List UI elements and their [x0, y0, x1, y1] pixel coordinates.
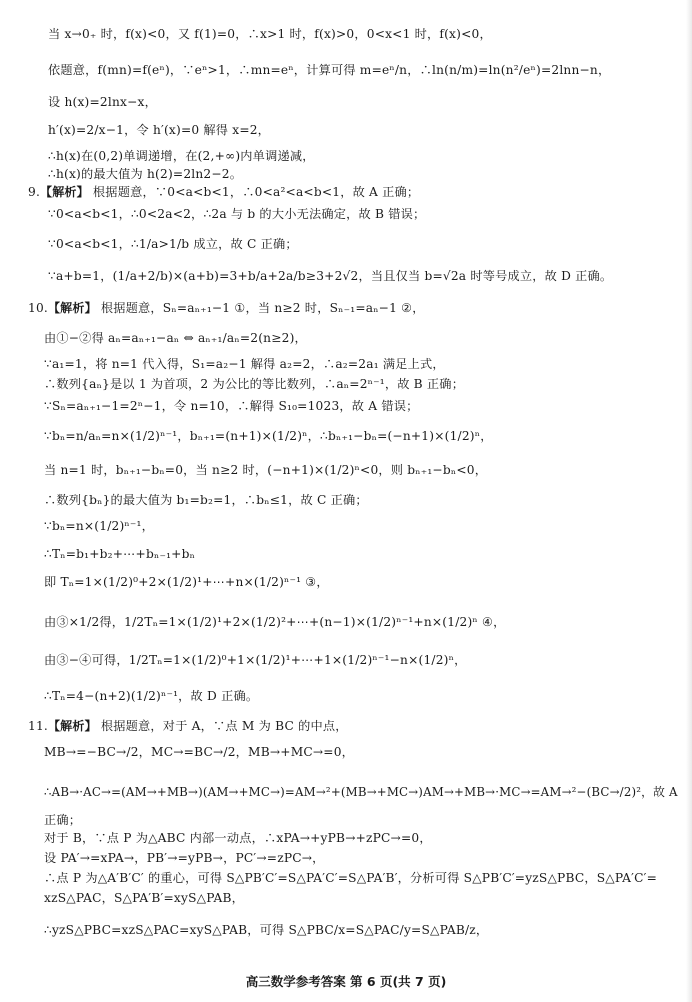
- line-text: ∵a+b=1，(1/a+2/b)×(a+b)=3+b/a+2a/b≥3+2√2，当且仅当 b=√2a 时等号成立，故 D 正确。: [48, 269, 613, 283]
- line-text: 设 PA′→=xPA→，PB′→=yPB→，PC′→=zPC→，: [44, 851, 325, 865]
- line-text: 根据题意，Sₙ=aₙ₊₁−1 ①，当 n≥2 时，Sₙ₋₁=aₙ−1 ②，: [96, 301, 425, 315]
- line-text: ∴点 P 为△A′B′C′ 的重心，可得 S△PB′C′=S△PA′C′=S△PA′B′，分析可得 S△PB′C′=yzS△PBC，S△PA′C′=: [44, 871, 658, 885]
- text-line: [44, 652, 466, 668]
- text-line: [44, 518, 154, 534]
- text-line: [28, 300, 425, 316]
- line-text: 由①−②得 aₙ=aₙ₊₁−aₙ ⇔ aₙ₊₁/aₙ=2(n≥2)，: [44, 331, 307, 345]
- line-text: ∵bₙ=n/aₙ=n×(1/2)ⁿ⁻¹，bₙ₊₁=(n+1)×(1/2)ⁿ，∴bₙ₊₁−bₙ=(−n+1)×(1/2)ⁿ，: [44, 429, 493, 443]
- text-line: [44, 784, 678, 800]
- text-line: [44, 376, 464, 392]
- text-line: [44, 462, 487, 478]
- text-line: [44, 922, 488, 938]
- text-line: [48, 148, 315, 164]
- text-line: [28, 184, 419, 200]
- text-line: [44, 398, 419, 414]
- text-line: [48, 122, 270, 138]
- text-line: [48, 236, 298, 252]
- line-text: ∴yzS△PBC=xzS△PAC=xyS△PAB，可得 S△PBC/x=S△PAC/y=S△PAB/z，: [44, 923, 489, 937]
- text-line: [48, 268, 612, 284]
- text-line: [44, 546, 195, 562]
- text-line: [48, 26, 492, 42]
- line-text: h′(x)=2/x−1，令 h′(x)=0 解得 x=2，: [48, 123, 271, 137]
- line-text: 根据题意，∵0<a<b<1，∴0<a²<a<b<1，故 A 正确；: [88, 185, 420, 199]
- line-text: ∴AB→·AC→=(AM→+MB→)(AM→+MC→)=AM→²+(MB→+MC→)AM→+MB→·MC→=AM→²−(BC→/2)²，故 A: [44, 785, 678, 799]
- text-line: [44, 330, 307, 346]
- text-line: [44, 614, 506, 630]
- text-line: [44, 830, 432, 846]
- text-line: [44, 812, 81, 828]
- text-line: [44, 890, 244, 906]
- line-text: 即 Tₙ=1×(1/2)⁰+2×(1/2)¹+⋯+n×(1/2)ⁿ⁻¹ ③，: [44, 575, 329, 589]
- line-text: ∵Sₙ=aₙ₊₁−1=2ⁿ−1，令 n=10，∴解得 S₁₀=1023，故 A 错误；: [44, 399, 419, 413]
- text-line: [44, 574, 329, 590]
- line-text: 当 n=1 时，bₙ₊₁−bₙ=0，当 n≥2 时，(−n+1)×(1/2)ⁿ<0，则 bₙ₊₁−bₙ<0，: [44, 463, 488, 477]
- line-text: ∵0<a<b<1，∴1/a>1/b 成立，故 C 正确；: [48, 237, 298, 251]
- page-edge-shadow: [686, 0, 692, 1002]
- line-text: 对于 B，∵点 P 为△ABC 内部一动点，∴xPA→+yPB→+zPC→=0，: [44, 831, 432, 845]
- text-line: [44, 428, 493, 444]
- line-text: 根据题意，对于 A，∵点 M 为 BC 的中点，: [96, 719, 348, 733]
- line-text: 由③−④可得，1/2Tₙ=1×(1/2)⁰+1×(1/2)¹+⋯+1×(1/2)ⁿ⁻¹−n×(1/2)ⁿ，: [44, 653, 467, 667]
- problem-number: 10.: [28, 301, 48, 315]
- line-text: xzS△PAC，S△PA′B′=xyS△PAB，: [44, 891, 245, 905]
- text-line: [28, 718, 348, 734]
- line-text: 依题意，f(mn)=f(eⁿ)，∵eⁿ>1，∴mn=eⁿ，计算可得 m=eⁿ/n，∴ln(n/m)=ln(n²/eⁿ)=2lnn−n，: [48, 63, 611, 77]
- line-text: ∴h(x)的最大值为 h(2)=2ln2−2。: [48, 167, 243, 181]
- analysis-tag: 【解析】: [47, 719, 97, 733]
- line-text: ∴Tₙ=b₁+b₂+⋯+bₙ₋₁+bₙ: [44, 547, 196, 561]
- problem-number: 9.: [28, 185, 41, 199]
- line-text: 当 x→0₊ 时，f(x)<0，又 f(1)=0，∴x>1 时，f(x)>0，0<x<1 时，f(x)<0，: [48, 27, 492, 41]
- text-line: [48, 94, 157, 110]
- line-text: ∵0<a<b<1，∴0<2a<2，∴2a 与 b 的大小无法确定，故 B 错误；: [48, 207, 426, 221]
- text-line: [44, 492, 368, 508]
- line-text: ∵a₁=1，将 n=1 代入得，S₁=a₂−1 解得 a₂=2，∴a₂=2a₁ 满足上式，: [44, 357, 445, 371]
- page-footer: 高三数学参考答案 第 6 页(共 7 页): [245, 974, 447, 989]
- problem-number: 11.: [28, 719, 48, 733]
- text-line: [44, 356, 445, 372]
- text-line: [48, 166, 242, 182]
- text-line: [48, 206, 425, 222]
- text-line: [48, 62, 610, 78]
- text-line: [44, 850, 325, 866]
- line-text: ∴Tₙ=4−(n+2)(1/2)ⁿ⁻¹，故 D 正确。: [44, 689, 259, 703]
- line-text: ∴数列{aₙ}是以 1 为首项，2 为公比的等比数列，∴aₙ=2ⁿ⁻¹，故 B 正确；: [44, 377, 465, 391]
- line-text: ∴h(x)在(0,2)单调递增，在(2,+∞)内单调递减，: [48, 149, 315, 163]
- analysis-tag: 【解析】: [47, 301, 97, 315]
- line-text: 设 h(x)=2lnx−x，: [48, 95, 157, 109]
- text-line: [44, 688, 258, 704]
- line-text: 由③×1/2得，1/2Tₙ=1×(1/2)¹+2×(1/2)²+⋯+(n−1)×(1/2)ⁿ⁻¹+n×(1/2)ⁿ ④，: [44, 615, 506, 629]
- line-text: MB→=−BC→/2，MC→=BC→/2，MB→+MC→=0，: [44, 745, 355, 759]
- line-text: ∵bₙ=n×(1/2)ⁿ⁻¹，: [44, 519, 155, 533]
- text-line: [44, 744, 354, 760]
- text-line: [44, 870, 657, 886]
- analysis-tag: 【解析】: [40, 185, 89, 199]
- line-text: 正确；: [44, 813, 82, 827]
- line-text: ∴数列{bₙ}的最大值为 b₁=b₂=1，∴bₙ≤1，故 C 正确；: [44, 493, 368, 507]
